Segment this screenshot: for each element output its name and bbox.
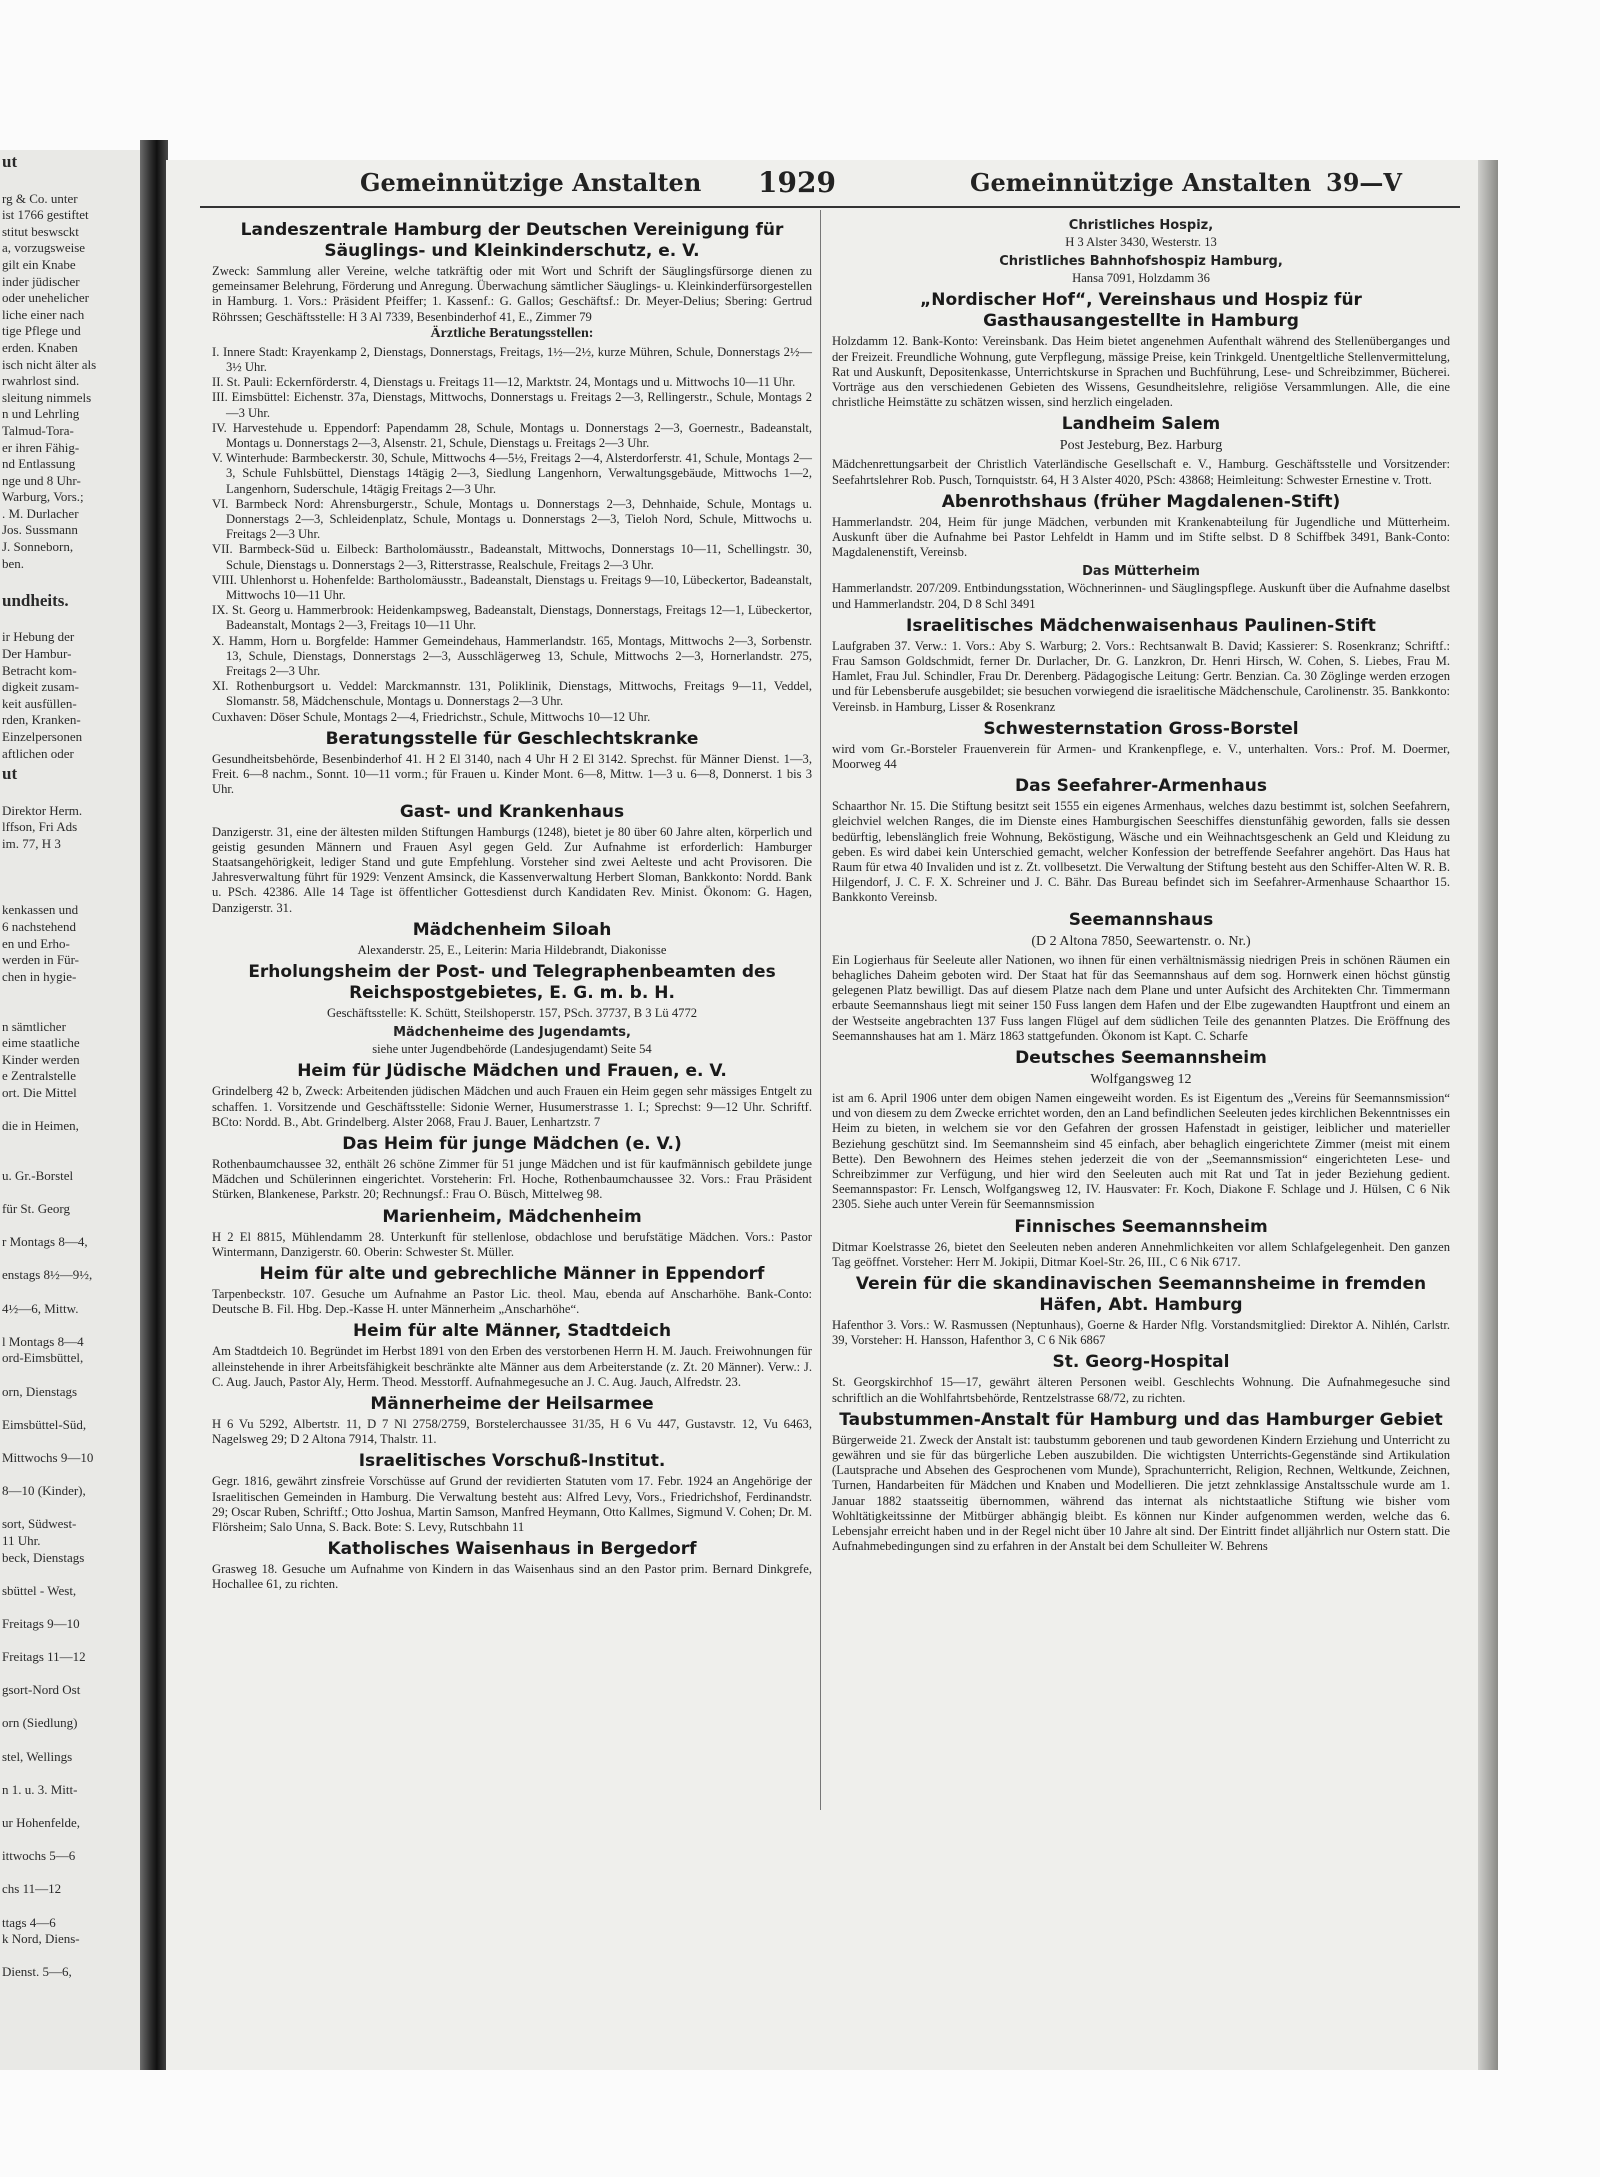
left-page-text-line: Mittwochs 9—10 <box>2 1449 94 1465</box>
left-page-text-line <box>0 1699 148 1716</box>
entry-taubstummen-anstalt-f-r-hamburg-und-das- <box>832 1410 1450 1555</box>
left-page-text-line: . M. Durlacher <box>2 505 79 521</box>
left-page-text-line <box>0 613 148 630</box>
entry-title: Heim für alte Männer, Stadtdeich <box>352 1321 672 1342</box>
left-page-text-line: tige Pflege und <box>2 323 81 339</box>
entry-katholisches-waisenhaus-in-bergedorf <box>212 1539 812 1592</box>
entry-text: Laufgraben 37. Verw.: 1. Vors.: Aby S. Warburg; 2. Vors.: Rechtsanwalt B. David; Kassierer: S. Rosenkranz; Schriftf.: Frau Samson Goldschmidt, ferner Dr. Durlacher, Dr. G. Lanzkron, Dr. Henri Hirsch, W. Cohen, S. Liebes, Frau M. Hamlet, Frau Jul. Schindler, Frau Dr. Derenberg. Pädagogische Leitung: Gertr. Benzian. Ca. 30 Zöglinge werden erzogen und für Lebensberufe ausgebildet; sie besuchen vorwiegend die israelitische Mädchenschule, Carolinenstr. 35. Bankkonto: Vereinsb. in Hamburg, Lisser & Rosenkranz <box>832 638 1450 714</box>
left-page-text-line <box>0 1135 148 1152</box>
entry-text: Ditmar Koelstrasse 26, bietet den Seeleuten neben anderen Annehmlichkeiten vor allem Schlafgelegenheit. Den ganzen Tag geöffnet. Vorsteher: Herr M. Jokipii, Ditmar Koel-Str. 26, III., C 6 Nik 6717. <box>832 1239 1450 1269</box>
entry-text: Alexanderstr. 25, E., Leiterin: Maria Hildebrandt, Diakonisse <box>357 942 667 957</box>
entry-text: H 6 Vu 5292, Albertstr. 11, D 7 Nl 2758/2759, Borstelerchaussee 31/35, H 6 Vu 447, Gustavstr. 12, Vu 6463, Nagelsweg 29; D 2 Altona 7914, Thalstr. 11. <box>212 1416 812 1447</box>
entry-christliches-bahnhofshospiz-hamburg <box>832 254 1450 286</box>
left-page-text-line: werden in Für- <box>2 952 79 968</box>
entry-text: Ein Logierhaus für Seeleute aller Nationen, wo ihnen für einen verhältnismässig niedrigen Preis in schönen Räumen ein behagliches Daheim geboten wird. Der Staat hat für das Seemannshaus auf dem sog. Hornwerk einen höchst günstig gelegenen Platz bewilligt. Das auf diesem Platze nach dem Plane und unter Aufsicht des Architekten Chr. Timmermann erbaute Seemannshaus liegt mit seiner 150 Fuss langen dem Hafen und der Elbe zugewandten Hauptfront und einem an der Westseite angebrachten 137 Fuss langen Flügel auf dem südlichen Teile des genannten Platzes. Die Eröffnung des Seemannshauses hat am 1. März 1863 stattgefunden. Ökonom ist Kapt. C. Scharfe <box>832 952 1450 1043</box>
entry-text: Bürgerweide 21. Zweck der Anstalt ist: taubstumm geborenen und taub gewordenen Kindern Erziehung und Unterricht zu gewähren und sie für das bürgerliche Leben auszubilden. Die wichtigsten Unterrichts-Gegenstände sind Artikulation (Lautsprache und Absehen des Gesprochenen vom Munde), Sprachunterricht, Religion, Rechnen, Weltkunde, Zeichnen, Turnen, Handarbeiten für Mädchen und Knaben und Modellieren. Die jetzt zehnklassige Anstaltsschule wurde am 1. Januar 1882 staatsseitig übernommen, während das internat als nichtstaatliche Stiftung wie bisher vom Wohltätigkeitssinne der Mitbürger abhängig bleibt. Es können nur Kinder aufgenommen werden, welche das 6. Lebensjahr erreicht haben und in der Regel nicht über 10 Jahre alt sind. Der Eintritt findet alljährlich nur Ostern statt. Die Aufnahmebedingungen sind zu erfahren in der Anstalt bei dem Schulleiter W. Behrens <box>832 1432 1450 1554</box>
left-page-text-line: nd Entlassung <box>2 456 76 472</box>
entry-text: Zweck: Sammlung aller Vereine, welche tatkräftig oder mit Wort und Schrift der Säuglingsfürsorge dienen zu gemeinsamer Belehrung, Förderung und Anregung. Überwachung sämtlicher Säuglings- u. Kleinkinderfürsorgestellen in Hamburg. 1. Vors.: Präsident Pfeiffer; 1. Kassenf.: G. Gallos; Geschäftsf.: Dr. Meyer-Delius; Sbering: Gertrud Röhrssen; Geschäftsstelle: H 3 Al 7339, Besenbinderhof 41, E., Zimmer 79 <box>212 264 812 324</box>
entry-small-title: Das Mütterheim <box>1082 564 1200 580</box>
entry-text: Mädchenrettungsarbeit der Christlich Vaterländische Gesellschaft e. V., Hamburg. Geschäftsstelle und Vorsitzender: Seefahrtslehrer Rob. Pusch, Tornquiststr. 64, H 3 Alster 4020, PSch: 43868; Heimleitung: Schwester Ernestine v. Trott. <box>832 457 1450 487</box>
entry-text: Gesundheitsbehörde, Besenbinderhof 41. H 2 El 3140, nach 4 Uhr H 2 El 3142. Sprechst. für Männer Dienst. 1—3, Freit. 6—8 nachm., Sonnt. 10—11 vorm.; für Frauen u. Kinder Mont. 6—8, Mittw. 1—3 u. 6—8, Donnerst. 1 bis 3 Uhr. <box>212 751 812 797</box>
entry-small-title: Christliches Hospiz, <box>1068 218 1214 233</box>
entry-verein-f-r-die-skandinavischen-seemannsh <box>832 1274 1450 1348</box>
page-edge <box>1478 160 1498 2070</box>
left-page-text-line: n sämtlicher <box>2 1018 66 1034</box>
left-page-text-line <box>0 1184 148 1201</box>
left-page-text-line <box>0 1599 148 1616</box>
entry-landeszentrale-hamburg-der-deutschen-ver <box>212 220 812 725</box>
consultation-line: III. Eimsbüttel: Eichenstr. 37a, Dienstags, Mittwochs, Donnerstags u. Freitags 2—3, Rellingerstr., Schule, Montags 2—3 Uhr. <box>212 390 812 420</box>
entry-title: Das Heim für junge Mädchen (e. V.) <box>342 1133 682 1154</box>
entry-text: Am Stadtdeich 10. Begründet im Herbst 1891 von den Erben des verstorbenen Herrn H. M. Jauch. Freiwohnungen für alleinstehende in ihrer Arbeitsfähigkeit beschränkte alte Männer aus dem Arbeiterstande (z. Zt. 20 Männer). Verw.: J. C. Aug. Jauch, Pastor Aly, Herm. Theod. Messtorff. Aufnahmegesuche an J. C. Aug. Jauch, Alfredstr. 23. <box>212 1344 812 1389</box>
consultation-line: IV. Harvestehude u. Eppendorf: Papendamm 28, Schule, Montags u. Donnerstags 2—3, Goernestr., Badeanstalt, Montags u. Donnerstags 2—3, Alsenstr. 21, Schule, Dienstags u. Freitags 2—3 Uhr. <box>212 420 812 451</box>
entry-title: Das Seefahrer-Armenhaus <box>1015 776 1267 797</box>
left-page-text-line: die in Heimen, <box>2 1118 79 1134</box>
entry-text: siehe unter Jugendbehörde (Landesjugendamt) Seite 54 <box>372 1042 652 1057</box>
entry-text: Gegr. 1816, gewährt zinsfreie Vorschüsse auf Grund der revidierten Statuten vom 17. Febr. 1924 an Angehörige der Israelitischen Gemeinden in Hamburg. Die Verwaltung besteht aus: Alfred Levy, Vors., Friedrichshof, Ferdinandstr. 29; Oscar Ruben, Schriftf.; Otto Joshua, Martin Samson, Manfred Heymann, Otto Kallmes, Sigmund V. Cohen; Dr. M. Flörsheim; Salo Unna, S. Back. Bote: S. Levy, Rutschbahn 11 <box>212 1474 812 1534</box>
left-page-text-line: rwahrlost sind. <box>2 373 80 389</box>
entry-title: Landeszentrale Hamburg der Deutschen Vereinigung für Säuglings- und Kleinkinderschutz, e. V. <box>240 220 784 261</box>
consultation-line: VII. Barmbeck-Süd u. Eilbeck: Bartholomäusstr., Badeanstalt, Mittwochs, Donnerstags 10—11, Schellingstr. 30, Schule, Dienstags u. Donnerstags 2—3, Ritterstrasse, Realschule, Freitags 2—3 Uhr. <box>212 542 812 572</box>
left-page-text-line: u. Gr.-Borstel <box>2 1167 74 1183</box>
entry-text: wird vom Gr.-Borsteler Frauenverein für Armen- und Krankenpflege, e. V., unterhalten. Vors.: Prof. M. Doermer, Moorweg 44 <box>832 741 1450 772</box>
left-page-text-line <box>0 1632 148 1649</box>
left-page-text-line: keit ausfüllen- <box>2 695 77 711</box>
entry-israelitisches-m-dchenwaisenhaus-pauline <box>832 616 1450 715</box>
right-column <box>832 216 1450 1558</box>
header-year: 1929 <box>758 166 836 199</box>
entry-text: Geschäftsstelle: K. Schütt, Steilshoperstr. 157, PSch. 37737, B 3 Lü 4772 <box>326 1005 698 1020</box>
entry-landheim-salem <box>832 414 1450 487</box>
left-page-text-line: ittwochs 5—6 <box>2 1848 76 1864</box>
entry-text: St. Georgskirchhof 15—17, gewährt älteren Personen weibl. Geschlechts Wohnung. Die Aufnahmegesuche sind schriftlich an die Wohlfahrtsbehörde, Rentzelstrasse 68/72, zu richten. <box>832 1375 1450 1405</box>
left-page-text-line: en und Erho- <box>2 935 70 951</box>
left-page-text-line: stel, Wellings <box>2 1748 73 1764</box>
left-page-text-line <box>0 1433 148 1450</box>
entry-title: Israelitisches Mädchenwaisenhaus Paulinen-Stift <box>906 615 1376 636</box>
entry-gast-und-krankenhaus <box>212 802 812 916</box>
left-page-text-line: Freitags 11—12 <box>2 1649 86 1665</box>
left-page-text-line: ord-Eimsbüttel, <box>2 1350 84 1366</box>
entry-m-dchenheim-siloah <box>212 920 812 958</box>
left-page-text-line: ur Hohenfelde, <box>2 1815 80 1830</box>
left-column <box>212 216 812 1597</box>
entry-christliches-hospiz <box>832 218 1450 250</box>
entry-title: Landheim Salem <box>1061 414 1221 435</box>
left-page-text-line: J. Sonneborn, <box>2 539 74 555</box>
entry-title: Finnisches Seemannsheim <box>1014 1216 1268 1237</box>
entry-finnisches-seemannsheim <box>832 1217 1450 1270</box>
left-page-text-line: a, vorzugsweise <box>2 240 86 256</box>
entry-text: Grasweg 18. Gesuche um Aufnahme von Kindern in das Waisenhaus sind an den Pastor prim. Bernard Dinkgrefe, Hochallee 61, zu richten. <box>212 1562 812 1592</box>
left-page-text-line: Eimsbüttel-Süd, <box>2 1416 87 1432</box>
left-page-text-line <box>0 985 148 1002</box>
left-page-text-line: gilt ein Knabe <box>2 256 76 272</box>
left-page-text-line: undheits. <box>2 590 69 610</box>
entry-m-dchenheime-des-jugendamts <box>212 1025 812 1057</box>
consultation-line: XI. Rothenburgsort u. Veddel: Marckmannstr. 131, Poliklinik, Dienstags, Mittwochs, Freitags 9—11, Veddel, Slomanstr. 58, Mädchenschule, Montags u. Donnerstags 2—3 Uhr. <box>212 679 812 709</box>
entry-subtitle: Wolfgangsweg 12 <box>1090 1071 1192 1087</box>
consultation-line: I. Innere Stadt: Krayenkamp 2, Dienstags, Donnerstags, Freitags, 1½—2½, kurze Mühren, Schule, Donnerstags 2½—3½ Uhr. <box>212 344 812 375</box>
left-page-text-line: chen in hygie- <box>2 968 77 984</box>
left-page-text-line: im. 77, H 3 <box>2 835 61 851</box>
left-page-text-line <box>0 1400 148 1417</box>
entry-title: Abenrothshaus (früher Magdalenen-Stift) <box>941 491 1341 512</box>
left-page-text-line <box>0 1566 148 1583</box>
entry-text: Tarpenbeckstr. 107. Gesuche um Aufnahme an Pastor Lic. theol. Mau, ebenda auf Anscharhöhe. Bank-Conto: Deutsche B. Fil. Hbg. Dep.-Kasse H. unter Männerheim „Anscharhöhe“. <box>212 1286 812 1317</box>
entry-title: Gast- und Krankenhaus <box>399 801 625 822</box>
header-rule <box>200 206 1460 208</box>
entry-title: Beratungsstelle für Geschlechtskranke <box>325 728 699 749</box>
left-page-text-line: l Montags 8—4 <box>2 1333 84 1349</box>
entry-st-georg-hospital <box>832 1352 1450 1405</box>
left-page-text-line: Der Hambur- <box>2 646 72 662</box>
left-page-text-line: lffson, Fri Ads <box>2 819 78 835</box>
left-page-fragment <box>0 150 148 2070</box>
book-gutter <box>140 140 168 2070</box>
left-page-text-line <box>0 1218 148 1235</box>
left-page-text-line: r Montags 8—4, <box>2 1234 88 1250</box>
entry-text: Hammerlandstr. 207/209. Entbindungsstation, Wöchnerinnen- und Säuglingspflege. Auskunft über die Aufnahme daselbst und Hammerlandstr. 204, D 8 Schl 3491 <box>832 581 1450 611</box>
consultation-line: VIII. Uhlenhorst u. Hohenfelde: Bartholomäusstr., Badeanstalt, Dienstags u. Freitags 9—10, Lübeckertor, Badeanstalt, Mittwochs 10—11 Uhr. <box>212 572 812 603</box>
left-page-text-line <box>0 1732 148 1749</box>
left-page-text-line: eime staatliche <box>2 1035 80 1051</box>
left-page-text-line: Einzelpersonen <box>2 729 83 744</box>
left-page-text-line <box>0 853 148 870</box>
left-page-text-line: isch nicht älter als <box>2 356 97 372</box>
entry-small-title: Mädchenheime des Jugendamts, <box>393 1025 631 1041</box>
left-page-text-line: Freitags 9—10 <box>2 1615 80 1631</box>
consultation-line: X. Hamm, Horn u. Borgfelde: Hammer Gemeindehaus, Hammerlandstr. 165, Montags, Mittwochs 2—3, Sorbenstr. 13, Schule, Dienstags, Donnerstags 2—3, Ausschlägerweg 13, Schule, Mittwochs 2—3, Hornerlandstr. 275, Freitags 2—3 Uhr. <box>212 633 812 679</box>
entry-schwesternstation-gross-borstel <box>832 719 1450 772</box>
left-page-text-line <box>0 1898 148 1915</box>
left-page-text-line <box>0 1765 148 1782</box>
left-page-text-line: nge und 8 Uhr- <box>2 472 81 488</box>
left-page-text-line: Jos. Sussmann <box>2 522 78 538</box>
left-page-text-line: ut <box>2 764 18 784</box>
left-page-text-line: oder unehelicher <box>2 290 89 306</box>
entry-heim-f-r-alte-und-gebrechliche-m-nner-in <box>212 1264 812 1317</box>
consultation-line: Cuxhaven: Döser Schule, Montags 2—4, Friedrichstr., Schule, Mittwochs 10—12 Uhr. <box>212 709 651 724</box>
page-header <box>190 168 1460 208</box>
left-page-text-line: orn, Dienstags <box>2 1383 78 1399</box>
left-page-text-line <box>0 1284 148 1301</box>
entry-title: Mädchenheim Siloah <box>412 919 612 940</box>
entry-title: Männerheime der Heilsarmee <box>370 1393 654 1414</box>
left-page-text-line: digkeit zusam- <box>2 679 79 695</box>
left-page-text-line: Kinder werden <box>2 1051 80 1067</box>
left-page-text-line: e Zentralstelle <box>2 1068 76 1084</box>
left-page-text-line <box>0 174 148 191</box>
left-page-text-line: ut <box>2 152 18 171</box>
left-page-text-line: inder jüdischer <box>2 273 80 289</box>
entry-beratungsstelle-f-r-geschlechtskranke <box>212 729 812 798</box>
consultation-line: II. St. Pauli: Eckernförderstr. 4, Dienstags u. Freitags 11—12, Marktstr. 24, Montags und u. Mittwochs 10—11 Uhr. <box>212 375 796 390</box>
entry-title: Deutsches Seemannsheim <box>1015 1047 1267 1068</box>
left-page-text-line: Direktor Herm. <box>2 802 83 818</box>
entry-title: Erholungsheim der Post- und Telegraphenbeamten des Reichspostgebietes, E. G. m. b. H. <box>248 961 776 1003</box>
left-page-text-line <box>0 1948 148 1965</box>
left-page-text-line <box>0 572 148 589</box>
header-left-title: Gemeinnützige Anstalten <box>360 168 702 197</box>
entry-text: Hafenthor 3. Vors.: W. Rasmussen (Neptunhaus), Goerne & Harder Nflg. Vorstandsmitglied: Direktor A. Nihlén, Carlstr. 39, Vorsteher: H. Hansson, Hafenthor 3, C 6 Nik 6867 <box>832 1317 1450 1348</box>
left-page-text-line <box>0 1798 148 1815</box>
entry-israelitisches-vorschu-institut <box>212 1451 812 1535</box>
entry-text: Hammerlandstr. 204, Heim für junge Mädchen, verbunden mit Krankenabteilung für Jugendliche und Mütterheim. Auskunft über die Aufnahme bei Pastor Lehfeldt in Hamm und im Stifte selbst. D 8 Schiffbek 3491, Bank-Conto: Magdalenenstift, Vereinsb. <box>832 514 1450 560</box>
left-page-text-line: ir Hebung der <box>2 629 75 645</box>
left-page-text-line: Talmud-Tora- <box>2 422 74 438</box>
left-page-text-line: k Nord, Diens- <box>2 1931 80 1947</box>
entry-text: Rothenbaumchaussee 32, enthält 26 schöne Zimmer für 51 junge Mädchen und ist für kaufmännisch gebildete junge Mädchen und Schülerinnen eingerichtet. Vorsteherin: Frl. Hoche, Rothenbaumchaussee 32. Vors.: Frau Präsident Stürken, Blankenese, Parkstr. 20; Rechnungsf.: Frau O. Büsch, Mittelweg 98. <box>212 1156 812 1202</box>
left-page-text-line: n 1. u. 3. Mitt- <box>2 1781 78 1797</box>
left-page-text-line: sleitung nimmels <box>2 389 92 405</box>
left-page-text-line <box>0 1500 148 1517</box>
consultation-line: IX. St. Georg u. Hammerbrook: Heidenkampsweg, Badeanstalt, Dienstags, Donnerstags, Freitags 12—1, Lübeckertor, Badeanstalt, Montags 2—3, Freitags 10—11 Uhr. <box>212 603 812 633</box>
entry-title: „Nordischer Hof“, Vereinshaus und Hospiz für Gasthausangestellte in Hamburg <box>920 290 1362 332</box>
entry-title: Taubstummen-Anstalt für Hamburg und das Hamburger Gebiet <box>839 1409 1443 1430</box>
left-page-text-line <box>0 1251 148 1268</box>
left-page-text-line: orn (Siedlung) <box>2 1715 78 1731</box>
entry-subtitle: Ärztliche Beratungsstellen: <box>430 325 594 341</box>
left-page-text-line: Dienst. 5—6, <box>2 1964 72 1980</box>
left-page-text-line <box>0 1666 148 1683</box>
entry-small-title: Christliches Bahnhofshospiz Hamburg, <box>999 254 1283 270</box>
entry-title: Seemannshaus <box>1068 909 1214 930</box>
entry-subtitle: (D 2 Altona 7850, Seewartenstr. o. Nr.) <box>1031 933 1251 949</box>
left-page-text-line: Betracht kom- <box>2 662 77 678</box>
left-page-text-line: chs 11—12 <box>2 1881 62 1897</box>
entry-m-nnerheime-der-heilsarmee <box>212 1394 812 1447</box>
entry-text: ist am 6. April 1906 unter dem obigen Namen eingeweiht worden. Es ist Eigentum des „Vereins für Seemannsmission“ und von diesem zu dem Zwecke errichtet worden, den an Land befindlichen Seeleuten jedes kirchlichen Bekenntnisses ein Heim zu bieten, in welchem sie vor den Gefahren der grossen Hafenstadt in geistiger, leiblicher und materieller Beziehung geschützt sind. Im Seemannsheim sind 45 einfach, aber behaglich eingerichtete Zimmer (meist mit einem Bette). Den Bewohnern des Heimes stehen jederzeit die von der „Seemannsmission“ eingerichteten Lese- und Schreibzimmer zur Verfügung, und hier wird den Seeleuten auch mit Rat und Tat in jeder Beziehung gedient. Seemannspastor: Fr. Lensch, Wolfgangsweg 12, IV. Hausvater: Fr. Koch, Diakone F. Schlage und J. Hülsen, C 6 Nik 2305. Siehe auch unter Verein für Seemannsmission <box>832 1090 1450 1212</box>
consultation-line: VI. Barmbeck Nord: Ahrensburgerstr., Schule, Montags u. Donnerstags 2—3, Dehnhaide, Schule, Montags u. Donnerstags 2—3, Schleidenplatz, Schule, Montags u. Donnerstags 2—3, Tieloh Nord, Schule, Mittwochs u. Freitags 2—3 Uhr. <box>212 496 812 542</box>
entry-title: Verein für die skandinavischen Seemannsheime in fremden Häfen, Abt. Hamburg <box>855 1273 1427 1315</box>
left-page-text-line <box>0 1467 148 1484</box>
left-page-text-line <box>0 1101 148 1118</box>
left-page-text-line: 11 Uhr. <box>2 1532 41 1548</box>
entry-title: Katholisches Waisenhaus in Bergedorf <box>327 1539 697 1560</box>
header-page-number: 39—V <box>1326 168 1403 197</box>
left-page-text-line <box>0 1151 148 1168</box>
entry-das-seefahrer-armenhaus <box>832 776 1450 905</box>
entry-text: H 2 El 8815, Mühlendamm 28. Unterkunft für stellenlose, obdachlose und berufstätige Mädchen. Vors.: Pastor Wintermann, Danzigerstr. 60. Oberin: Schwester St. Müller. <box>212 1229 812 1259</box>
left-page-text-line <box>0 1002 148 1019</box>
left-page-text-line: 4½—6, Mittw. <box>2 1300 79 1316</box>
left-page-text-line: gsort-Nord Ost <box>2 1682 81 1698</box>
entry-heim-f-r-j-dische-m-dchen-und-frauen-e-v <box>212 1061 812 1130</box>
entry-das-heim-f-r-junge-m-dchen-e-v <box>212 1134 812 1203</box>
entry-text: Hansa 7091, Holzdamm 36 <box>1072 271 1210 286</box>
entry-text: H 3 Alster 3430, Westerstr. 13 <box>1065 235 1217 249</box>
entry-subtitle: Post Jesteburg, Bez. Harburg <box>1059 438 1223 454</box>
left-page-text-line <box>0 869 148 886</box>
entry-deutsches-seemannsheim <box>832 1048 1450 1213</box>
entry-heim-f-r-alte-m-nner-stadtdeich <box>212 1321 812 1390</box>
left-page-text-line: sbüttel - West, <box>2 1582 77 1598</box>
entry-erholungsheim-der-post-und-telegraphenbe <box>212 962 812 1021</box>
left-page-text-line <box>0 1367 148 1384</box>
entry-title: Heim für Jüdische Mädchen und Frauen, e. V. <box>297 1061 727 1082</box>
left-page-text-line <box>0 1832 148 1849</box>
left-page-text-line <box>0 786 148 803</box>
entry-title: Schwesternstation Gross-Borstel <box>983 718 1299 739</box>
entry-nordischer-hof-vereinshaus-und-hospiz-f- <box>832 290 1450 410</box>
entry-text: Schaarthor Nr. 15. Die Stiftung besitzt seit 1555 ein eigenes Armenhaus, welches dazu bestimmt ist, solchen Seefahrern, gleichviel welchen Ranges, die im Dienste eines Hamburgischen Seeschiffes dienstunfähig geworden, falls sie dessen bedürftig, lebenslänglich freie Wohnung, Beköstigung, Wäsche und ein Weihnachtsgeschenk an Geld und Kleidung zu geben. Es wird dabei kein Unterschied gemacht, welcher Konfession der betreffende Seefahrer angehört. Das Haus hat Raum für etwa 40 Invaliden und ist z. Zt. vollbesetzt. Die Verwaltung der Stiftung besteht aus den Schiffer-Alten W. R. B. Hilgendorf, J. C. F. X. Schreiner und J. C. Bähr. Das Bureau befindet sich im Seefahrer-Armenhause Schaarthor 15. Bankkonto Vereinsb. <box>832 799 1450 905</box>
entry-title: Israelitisches Vorschuß-Institut. <box>358 1451 666 1472</box>
left-page-text-line <box>0 886 148 903</box>
left-page-text-line: er ihren Fähig- <box>2 439 80 455</box>
left-page-text-line: erden. Knaben <box>2 339 78 355</box>
left-page-text-line: liche einer nach <box>2 306 85 322</box>
entry-title: Heim für alte und gebrechliche Männer in Eppendorf <box>259 1263 765 1284</box>
left-page-text-line: beck, Dienstags <box>2 1549 85 1565</box>
left-page-text-line: enstags 8½—9½, <box>2 1267 93 1283</box>
left-page-text-line: kenkassen und <box>2 902 79 918</box>
entry-text: Holzdamm 12. Bank-Konto: Vereinsbank. Das Heim bietet angenehmen Aufenthalt während des Stellenüberganges und der Freizeit. Freundliche Wohnung, gute Verpflegung, mässige Preise, kein Trinkgeld. Unentgeltliche Stellenvermittelung, Rat und Auskunft, Depositenkasse, Unterrichtskurse in Sprachen und Buchführung, Lese- und Schreibzimmer, Bücherei. Vorträge aus den verschiedenen Gebieten des Wissens, Gesundheitslehre, religiöse Versammlungen. Alle, die eine christliche Heimstätte zu schätzen wissen, sind herzlich eingeladen. <box>832 334 1450 410</box>
left-page-text-line: sort, Südwest- <box>2 1516 77 1532</box>
entry-marienheim-m-dchenheim <box>212 1207 812 1260</box>
left-page-text-line <box>0 1865 148 1882</box>
left-page-text-line: aftlichen oder <box>2 745 74 761</box>
left-page-text-line: Warburg, Vors.; <box>2 489 84 505</box>
header-right-title: Gemeinnützige Anstalten <box>970 168 1312 197</box>
left-page-text-line: rden, Kranken- <box>2 712 81 728</box>
left-page-text-line: 6 nachstehend <box>2 918 77 934</box>
entry-title: St. Georg-Hospital <box>1052 1352 1230 1373</box>
left-page-text-line: ist 1766 gestiftet <box>2 207 89 223</box>
left-page-text-line: stitut beswsckt <box>2 223 79 239</box>
column-divider <box>820 210 821 1810</box>
left-page-text-line: ben. <box>2 555 25 571</box>
entry-title: Marienheim, Mädchenheim <box>382 1206 642 1227</box>
left-page-text-line: für St. Georg <box>2 1201 71 1217</box>
consultation-line: V. Winterhude: Barmbeckerstr. 30, Schule, Mittwochs 4—5½, Freitags 2—4, Alsterdorferstr. 41, Schule, Montags 2—3, Schule Fuhlsbüttel, Dienstags 14tägig 2—3, Siedlung Langenhorn, Verwaltungsgebäude, Mittwochs 1—2, Langenhorn, Suderschule, 14tägig Freitags 2—3 Uhr. <box>212 451 812 496</box>
left-page-text-line: ttags 4—6 <box>2 1914 56 1930</box>
entry-seemannshaus <box>832 910 1450 1044</box>
left-page-text-line: rg & Co. unter <box>2 190 78 206</box>
left-page-text-line: n und Lehrling <box>2 406 80 422</box>
left-page-text-line <box>0 1317 148 1334</box>
entry-text: Danzigerstr. 31, eine der ältesten milden Stiftungen Hamburgs (1248), bietet je 80 über 60 Jahre alten, körperlich und geistig gesunden Männern und Frauen Asyl gegen Geld. Zur Aufnahme ist erforderlich: Hamburger Staatsangehörigkeit, lediger Stand und gute Empfehlung. Vorsteher sind zwei Aelteste und acht Provisoren. Die Jahresverwaltung führt für 1929: Venzent Amsinck, die Kassenverwaltung Herbert Sloman, Bankkonto: Nordd. Bank u. PSch. 42386. Alle 14 Tage ist öffentlicher Gottesdienst durch Kandidaten Rev. Minist. Ökonom: G. Hagen, Danzigerstr. 31. <box>212 824 812 915</box>
entry-text: Grindelberg 42 b, Zweck: Arbeitenden jüdischen Mädchen und auch Frauen ein Heim gegen sehr mässiges Entgelt zu schaffen. 1. Vorsitzende und Geschäftsstelle: Sidonie Werner, Husumerstrasse 1. I.; Sprechst: 9—12 Uhr. Schriftf. BCto: Nordd. B., Abt. Grindelberg. Alster 2068, Frau J. Bauer, Lenhartzstr. 7 <box>212 1084 812 1129</box>
left-page-text-line: ort. Die Mittel <box>2 1084 77 1100</box>
left-page-text-line: 8—10 (Kinder), <box>2 1483 86 1499</box>
entry-das-m-tterheim <box>832 564 1450 611</box>
entry-abenrothshaus-fr-her-magdalenen-stift <box>832 492 1450 561</box>
